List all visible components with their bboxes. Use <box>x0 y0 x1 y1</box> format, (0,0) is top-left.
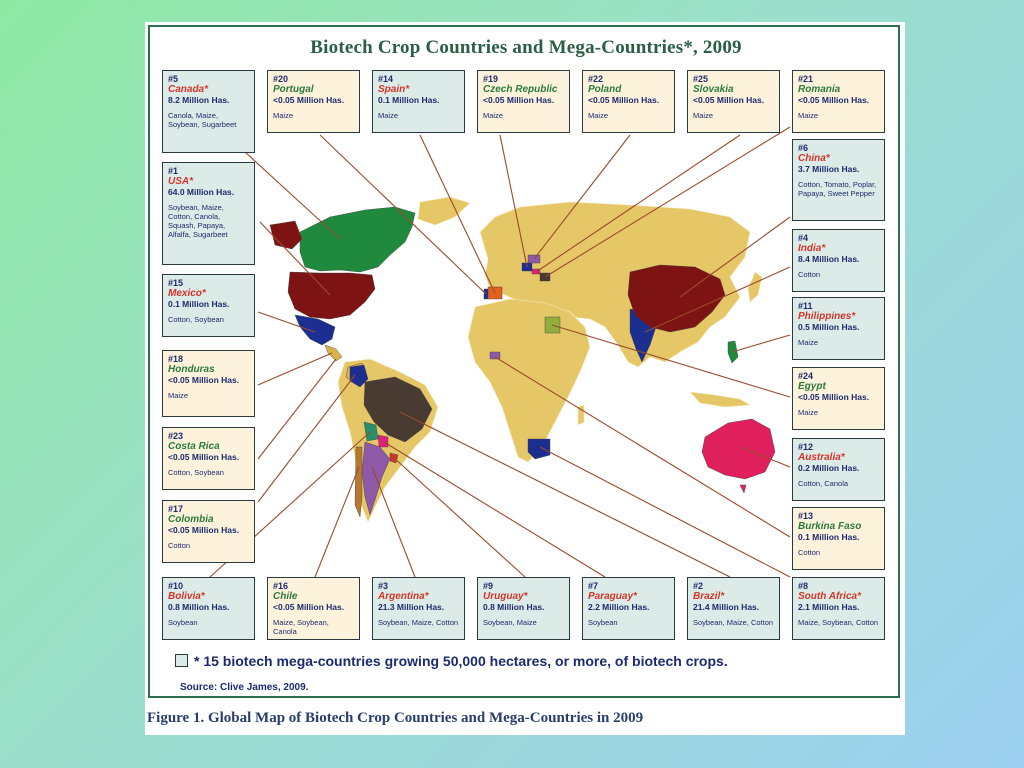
legend-text: * 15 biotech mega-countries growing 50,000 hectares, or more, of biotech crops. <box>194 653 728 669</box>
figure-frame <box>148 25 900 698</box>
legend-swatch <box>175 654 188 667</box>
mexico-shape <box>295 315 335 345</box>
chile-shape <box>355 447 362 517</box>
country-box-paraguay: #7 Paraguay* 2.2 Million Has. Soybean <box>582 577 675 640</box>
country-box-south-africa: #8 South Africa* 2.1 Million Has. Maize, Soybean, Cotton <box>792 577 885 640</box>
canada-shape <box>300 207 415 272</box>
country-box-bolivia: #10 Bolivia* 0.8 Million Has. Soybean <box>162 577 255 640</box>
figure-title: Biotech Crop Countries and Mega-Countries*, 2009 <box>310 37 742 58</box>
country-box-uruguay: #9 Uruguay* 0.8 Million Has. Soybean, Maize <box>477 577 570 640</box>
slide <box>145 22 905 735</box>
country-box-romania: #21 Romania <0.05 Million Has. Maize <box>792 70 885 133</box>
country-box-china: #6 China* 3.7 Million Has. Cotton, Tomato, Poplar, Papaya, Sweet Pepper <box>792 139 885 221</box>
alaska-shape <box>270 221 302 249</box>
country-box-australia: #12 Australia* 0.2 Million Has. Cotton, Canola <box>792 438 885 501</box>
country-box-india: #4 India* 8.4 Million Has. Cotton <box>792 229 885 292</box>
country-box-slovakia: #25 Slovakia <0.05 Million Has. Maize <box>687 70 780 133</box>
country-box-argentina: #3 Argentina* 21.3 Million Has. Soybean, Maize, Cotton <box>372 577 465 640</box>
africa-shape <box>468 299 590 462</box>
country-box-philippines: #11 Philippines* 0.5 Million Has. Maize <box>792 297 885 360</box>
country-box-burkina-faso: #13 Burkina Faso 0.1 Million Has. Cotton <box>792 507 885 570</box>
australia-shape <box>702 419 775 479</box>
country-box-canada: #5 Canada* 8.2 Million Has. Canola, Maize, Soybean, Sugarbeet <box>162 70 255 153</box>
tasmania-shape <box>740 485 746 493</box>
country-box-colombia: #17 Colombia <0.05 Million Has. Cotton <box>162 500 255 563</box>
japan-shape <box>748 272 762 302</box>
country-box-costa-rica: #23 Costa Rica <0.05 Million Has. Cotton, Soybean <box>162 427 255 490</box>
country-box-poland: #22 Poland <0.05 Million Has. Maize <box>582 70 675 133</box>
usa-shape <box>288 272 375 319</box>
greenland-shape <box>418 197 470 225</box>
indonesia-shape <box>690 392 750 407</box>
paraguay-shape <box>378 435 388 447</box>
figure-caption: Figure 1. Global Map of Biotech Crop Countries and Mega-Countries in 2009 <box>147 710 644 726</box>
country-box-czech-republic: #19 Czech Republic <0.05 Million Has. Maize <box>477 70 570 133</box>
central-america-shape <box>325 345 342 361</box>
country-box-honduras: #18 Honduras <0.05 Million Has. Maize <box>162 350 255 417</box>
country-box-portugal: #20 Portugal <0.05 Million Has. Maize <box>267 70 360 133</box>
country-box-chile: #16 Chile <0.05 Million Has. Maize, Soybean, Canola <box>267 577 360 640</box>
burkina-faso-shape <box>490 352 500 359</box>
landmasses <box>338 197 762 522</box>
legend <box>175 653 728 669</box>
country-box-spain: #14 Spain* 0.1 Million Has. Maize <box>372 70 465 133</box>
country-box-usa: #1 USA* 64.0 Million Has. Soybean, Maize, Cotton, Canola, Squash, Papaya, Alfalfa, Sugarbeet <box>162 162 255 265</box>
source-note: Source: Clive James, 2009. <box>180 682 309 693</box>
country-box-mexico: #15 Mexico* 0.1 Million Has. Cotton, Soybean <box>162 274 255 337</box>
country-box-brazil: #2 Brazil* 21.4 Million Has. Soybean, Maize, Cotton <box>687 577 780 640</box>
country-box-egypt: #24 Egypt <0.05 Million Has. Maize <box>792 367 885 430</box>
